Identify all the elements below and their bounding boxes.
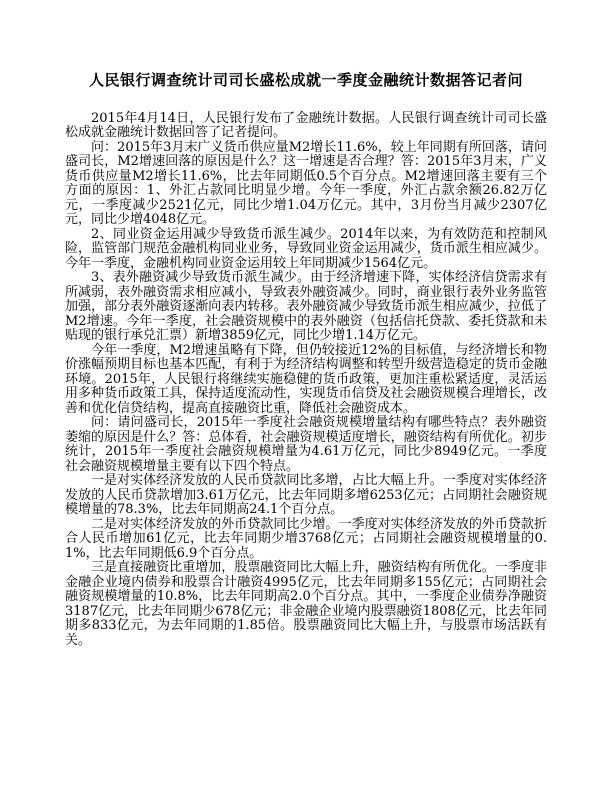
paragraph: 二是对实体经济发放的外币贷款同比少增。一季度对实体经济发放的外币贷款折合人民币增加61亿元，比去年同期少增3768亿元；占同期社会融资规模增量的0.1%，比去年同期低6.9个百分点。 xyxy=(65,516,547,561)
document-body xyxy=(65,112,547,649)
paragraph: 今年一季度，M2增速虽略有下降，但仍较接近12%的目标值，与经济增长和物价涨幅预期目标也基本匹配，有利于为经济结构调整和转型升级营造稳定的货币金融环境。2015年，人民银行将继续实施稳健的货币政策，更加注重松紧适度，灵活运用多种货币政策工具，保持适度流动性，实现货币信贷及社会融资规模合理增长，改善和优化信贷结构，提高直接融资比重，降低社会融资成本。 xyxy=(65,342,547,416)
paragraph: 问：2015年3月末广义货币供应量M2增长11.6%，较上年同期有所回落，请问盛司长，M2增速回落的原因是什么？这一增速是否合理？答：2015年3月末，广义货币供应量M2增长11.6%，比去年同期低0.5个百分点。M2增速回落主要有三个方面的原因：1、外汇占款同比明显少增。今年一季度，外汇占款余额26.82万亿元，一季度减少2521亿元，同比少增1.04万亿元。其中，3月份当月减少2307亿元，同比少增4048亿元。 xyxy=(65,139,548,228)
paragraph: 问：请问盛司长，2015年一季度社会融资规模增量结构有哪些特点？表外融资萎缩的原因是什么？答：总体看，社会融资规模适度增长，融资结构有所优化。初步统计，2015年一季度社会融资规模增量为4.61万亿元，同比少8949亿元。一季度社会融资规模增量主要有以下四个特点。 xyxy=(65,415,547,474)
paragraph: 2、同业资金运用减少导致货币派生减少。2014年以来，为有效防范和控制风险，监管部门规范金融机构同业业务，导致同业资金运用减少，货币派生相应减少。今年一季度，金融机构同业资金运用较上年同期减少1564亿元。 xyxy=(65,226,547,271)
paragraph: 2015年4月14日，人民银行发布了金融统计数据。人民银行调查统计司司长盛松成就金融统计数据回答了记者提问。 xyxy=(65,110,547,141)
paragraph: 三是直接融资比重增加，股票融资同比大幅上升，融资结构有所优化。一季度非金融企业境内债券和股票合计融资4995亿元，比去年同期多155亿元；占同期社会融资规模增量的10.8%，比去年同期高2.0个百分点。其中，一季度企业债券净融资3187亿元，比去年同期少678亿元；非金融企业境内股票融资1808亿元，比去年同期多833亿元，为去年同期的1.85倍。股票融资同比大幅上升，与股票市场活跃有关。 xyxy=(65,560,547,648)
paragraph: 3、表外融资减少导致货币派生减少。由于经济增速下降，实体经济信贷需求有所减弱，表外融资需求相应减小，导致表外融资减少。同时，商业银行表外业务监管加强，部分表外融资逐渐向表内转移。表外融资减少导致货币派生相应减少，拉低了M2增速。今年一季度，社会融资规模中的表外融资（包括信托贷款、委托贷款和未贴现的银行承兑汇票）新增3859亿元，同比少增1.14万亿元。 xyxy=(65,270,547,344)
document-title: 人民银行调查统计司司长盛松成就一季度金融统计数据答记者问 xyxy=(88,71,523,89)
paragraph: 一是对实体经济发放的人民币贷款同比多增，占比大幅上升。一季度对实体经济发放的人民币贷款增加3.61万亿元，比去年同期多增6253亿元；占同期社会融资规模增量的78.3%，比去年同期高24.1个百分点。 xyxy=(65,473,547,518)
